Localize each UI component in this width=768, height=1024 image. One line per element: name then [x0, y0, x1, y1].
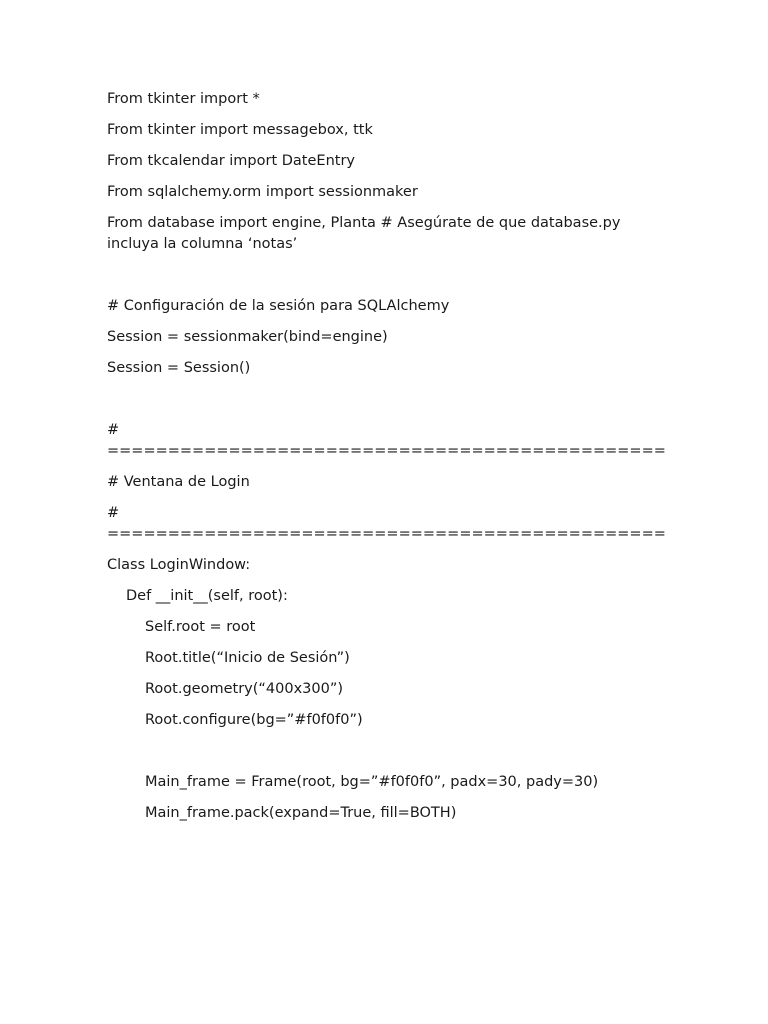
code-comment-separator: # ============================================== — [107, 505, 666, 542]
code-line-def-init: Def __init__(self, root): — [126, 588, 288, 604]
code-line-import-dateentry: From tkcalendar import DateEntry — [107, 153, 355, 169]
code-line-import-tkinter: From tkinter import * — [107, 91, 260, 107]
code-line-import-messagebox: From tkinter import messagebox, ttk — [107, 122, 373, 138]
document-page — [107, 89, 666, 834]
code-line-root-configure: Root.configure(bg=”#f0f0f0”) — [145, 712, 363, 728]
code-line-session-instance: Session = Session() — [107, 360, 251, 376]
code-line-sessionmaker: Session = sessionmaker(bind=engine) — [107, 329, 388, 345]
code-line-self-root: Self.root = root — [145, 619, 256, 635]
code-comment-separator: # ============================================== — [107, 422, 666, 459]
code-line-main-frame-pack: Main_frame.pack(expand=True, fill=BOTH) — [145, 805, 457, 821]
blank-line — [107, 389, 652, 420]
code-line-root-geometry: Root.geometry(“400x300”) — [145, 681, 344, 697]
code-line-import-sessionmaker: From sqlalchemy.orm import sessionmaker — [107, 184, 418, 200]
code-line-root-title: Root.title(“Inicio de Sesión”) — [145, 650, 350, 666]
blank-line — [107, 265, 652, 296]
code-comment-session-config: # Configuración de la sesión para SQLAlchemy — [107, 298, 450, 314]
blank-line — [107, 741, 652, 772]
code-line-class-loginwindow: Class LoginWindow: — [107, 557, 251, 573]
code-line-import-database: From database import engine, Planta # Asegúrate de que database.py incluya la columna ‘notas’ — [107, 215, 621, 252]
code-line-main-frame: Main_frame = Frame(root, bg=”#f0f0f0”, padx=30, pady=30) — [145, 774, 599, 790]
code-comment-login-window: # Ventana de Login — [107, 474, 250, 490]
